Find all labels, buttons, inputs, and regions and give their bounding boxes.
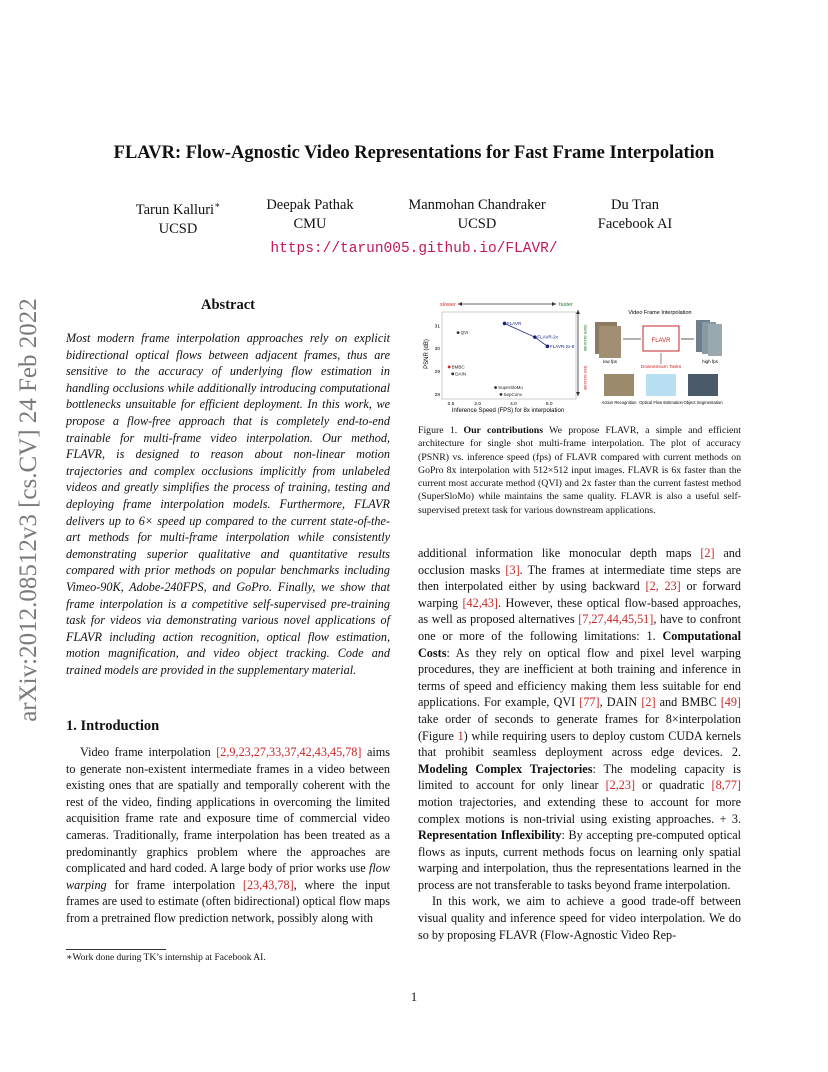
speed-arrow-left-head (458, 302, 462, 306)
data-point-label: SuperSloMo (498, 385, 523, 391)
task-label: Optical Flow Estimation (639, 400, 683, 405)
text-run: aims to generate non-existent intermediate frames in a video between existing ones that are spatially and temporally coherent with the rest of the video, finding applications in overcoming the limited acquisition frame rate and exposure time of commercial video cameras. Traditionally, frame interpolation has been treated as a predominantly graphics problem where the approaches are complicated and hard coded. A large body of prior works use (66, 745, 390, 876)
author-name: Deepak Pathak (266, 197, 354, 213)
text-run: , where the input frames are used to estimate (often bidirectional) optical flow maps from a pretrained flow prediction network, possibly along with (66, 877, 390, 925)
data-point (448, 366, 451, 369)
low-fps-label: low fps (602, 359, 618, 364)
output-frames-thumb (708, 324, 722, 356)
data-point (500, 393, 503, 396)
input-frames-thumb (599, 326, 621, 358)
diagram-title: Video Frame Interpolation (628, 310, 692, 316)
arxiv-id: arXiv:2012.08512v3 [cs.CV] 24 Feb 2022 (15, 298, 42, 722)
data-point-label: QVI (460, 330, 469, 336)
less-accurate-label: less accurate (583, 365, 588, 391)
data-point (503, 322, 507, 326)
data-point-label: FLAVR-2x-8 (549, 343, 575, 349)
y-axis-label: PSNR (dB) (424, 339, 430, 369)
data-point-label: FLAVR-2x (537, 334, 558, 340)
data-point-label: FLAVR (507, 320, 522, 326)
data-point (546, 345, 550, 349)
author-2 (250, 196, 370, 234)
author-name: Tarun Kalluri (135, 201, 215, 218)
author-affiliation: UCSD (158, 220, 198, 237)
paper-title: FLAVR: Flow-Agnostic Video Representations for Fast Frame Interpolation (113, 143, 715, 163)
y-tick-label: 30 (434, 347, 440, 353)
abstract-body: Most modern frame interpolation approaches rely on explicit bidirectional optical flows between adjacent frames, thus are sensitive to the accuracy of underlying flow estimation in handling occlusions while additionally introducing computational bottlenecks unsuitable for efficient deployment. In this work, we propose a flow-free approach that is completely end-to-end trainable for multi-frame video interpolation. Our method, FLAVR, is designed to reason about non-linear motion trajectories and complex occlusions implicitly from unlabeled videos and greatly simplifies the process of training, testing and deploying frame interpolation models. Furthermore, FLAVR delivers up to 6× speed up compared to the current state-of-the-art methods for multi-frame interpolation while consistently demonstrating superior qualitative and quantitative results compared with prior methods on popular benchmarks including Vimeo-90K, Adobe-240FPS, and GoPro. Finally, we show that frame interpolation is a competitive self-supervised pre-training task for videos via demonstrating various novel applications of FLAVR including action recognition, optical flow estimation, motion magnification, and video object tracking. Code and trained models are provided in the supplementary material. (66, 331, 390, 677)
task-label: Object Segmentation (683, 400, 723, 405)
accuracy-arrow-bottom-head (576, 392, 580, 396)
chart-marks (448, 321, 575, 397)
y-tick-label: 29 (434, 370, 440, 376)
figure-1-svg (418, 298, 741, 416)
downstream-label: Downstream Tasks (640, 365, 682, 370)
x-tick-label: 4.0 (510, 402, 517, 407)
caption-text: We propose FLAVR, a simple and efficient architecture for single shot multi-frame interpolation. The plot of accuracy (PSNR) vs. inference speed (fps) of FLAVR compared with current methods on GoPro 8x interpolation with 512×512 input images. FLAVR is 6x faster than the current most accurate method (QVI) and 2x faster than the current fastest method (SuperSloMo) while maintains the same quality. FLAVR is also a useful self-supervised pretext task for various downstream applications. (418, 425, 742, 516)
data-point-label: BMBC (451, 364, 465, 370)
more-accurate-label: more accurate (583, 324, 588, 352)
right-paragraph-1: additional information like monocular depth maps [2] and occlusion masks [3]. The frames at intermediate time steps are then interpolated either by using backward [2, 23] or forward warping [42,43]. However, these optical flow-based approaches, as well as proposed alternatives [7,27,44,45,51], have to confront one or more of the following limitations: 1. Computational Costs: As they rely on optical flow and pixel level warping procedures, they are inefficient at both training and inference in terms of speed and efficiency making them less suitable for end applications. For example, QVI [77], DAIN [2] and BMBC [49] take order of seconds to generate frames for 8×interpolation (Figure 1) while requiring users to deploy custom CUDA kernels that prohibit seamless deployment across edge devices. 2. Modeling Complex Trajectories: The modeling capacity is limited to account for only linear [2,23] or quadratic [8,77] motion trajectories, and extending these to account for more complex motions is non-trivial using existing approaches. + 3. Representation Inflexibility: By accepting pre-computed optical flows as inputs, current methods focus on learning only spatial warping and interpolation, thus the representations learned in the process are not transferable to tasks beyond frame interpolation. (418, 546, 742, 892)
flavr-box-label: FLAVR (651, 338, 671, 344)
x-axis-label: Inference Speed (FPS) for 8x interpolation (451, 408, 565, 414)
abstract-heading: Abstract (201, 297, 255, 313)
task-label: Action Recognition (601, 400, 637, 405)
author-name: Du Tran (611, 197, 659, 213)
right-paragraph-2: In this work, we aim to achieve a good trade-off between visual quality and inference speed for video interpolation. We do so by proposing FLAVR (Flow-Agnostic Video Rep- (418, 894, 741, 942)
footnote-rule (66, 949, 166, 950)
data-point (451, 372, 454, 375)
citation-link[interactable]: [23,43,78] (242, 877, 294, 892)
faster-label: faster (559, 302, 573, 308)
accuracy-arrow-top-head (576, 310, 580, 314)
author-3 (392, 196, 562, 234)
author-mark: ∗ (214, 200, 221, 210)
footnote: ∗Work done during TK’s internship at Facebook AI. (66, 953, 266, 963)
x-tick-label: 2.0 (474, 402, 482, 407)
data-point (494, 386, 497, 389)
text-run: Video frame interpolation (80, 745, 217, 759)
x-tick-label: 6.0 (545, 402, 553, 407)
project-url-link[interactable]: https://tarun005.github.io/FLAVR/ (270, 241, 558, 257)
x-tick-label: 0.5 (447, 402, 455, 407)
slower-label: slower (440, 302, 456, 308)
section-heading-introduction: 1. Introduction (66, 718, 160, 734)
author-affiliation: UCSD (457, 216, 497, 232)
author-name: Manmohan Chandraker (408, 197, 546, 213)
caption-bold: Our contributions (463, 425, 544, 436)
data-point-label: SepConv (503, 391, 522, 397)
figure-1 (418, 298, 741, 416)
citation-link[interactable]: [2,9,23,27,33,37,42,43,45,78] (216, 745, 362, 759)
text-run: for frame interpolation (106, 877, 243, 892)
caption-label: Figure 1. (418, 425, 458, 436)
data-point (457, 331, 460, 334)
y-tick-label: 31 (434, 324, 440, 330)
page-number: 1 (410, 990, 418, 1004)
author-1 (118, 196, 238, 239)
high-fps-label: high fps (702, 359, 718, 364)
emphasis-text: flow warping (66, 861, 390, 892)
task-thumb-action (604, 374, 634, 396)
y-tick-label: 28 (434, 393, 440, 399)
data-point-label: DAIN (455, 371, 466, 377)
intro-paragraph (66, 744, 390, 927)
figure-1-caption (418, 424, 741, 517)
speed-arrow-right-head (552, 302, 556, 306)
author-affiliation: CMU (293, 216, 327, 232)
author-4 (580, 196, 690, 234)
task-thumb-segmentation (688, 374, 718, 396)
author-affiliation: Facebook AI (597, 216, 673, 232)
right-column-body (418, 545, 741, 943)
data-point (533, 335, 537, 339)
arxiv-stamp (9, 300, 49, 720)
task-thumb-flow (646, 374, 676, 396)
